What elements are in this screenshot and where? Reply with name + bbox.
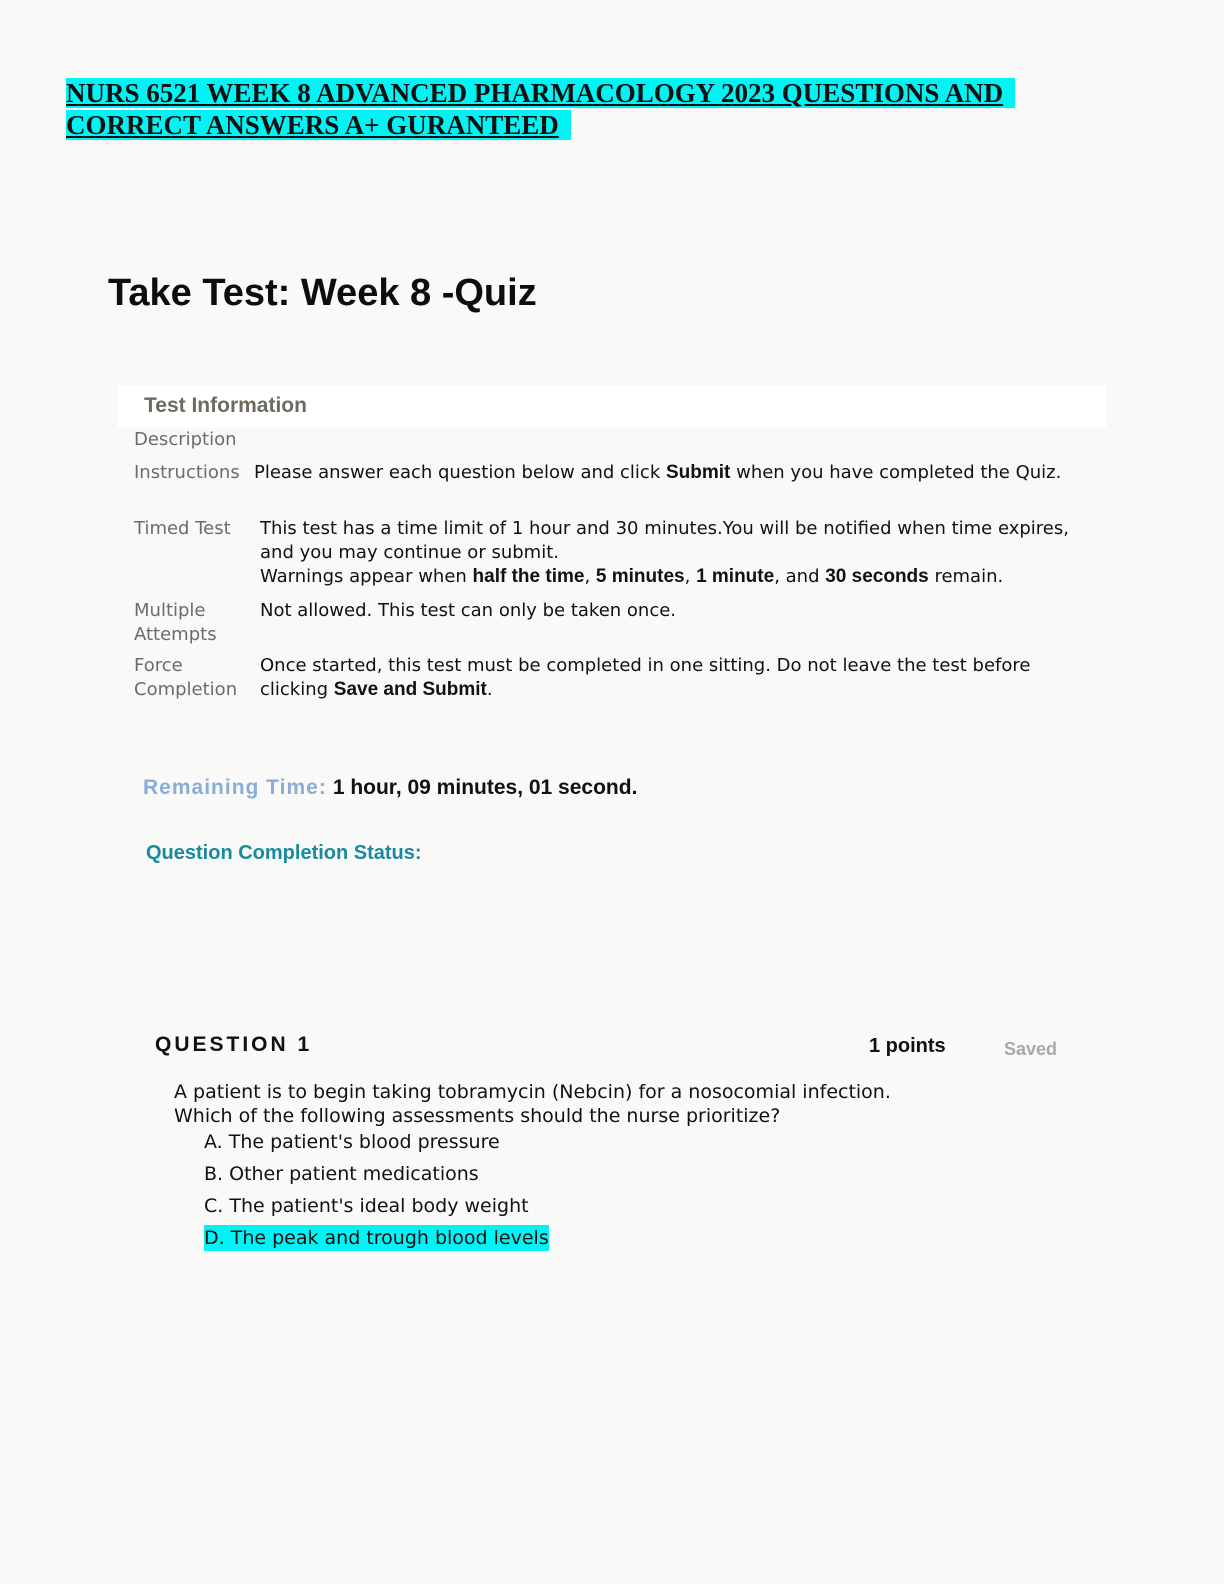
warning-30-seconds: 30 seconds [825,566,929,587]
warning-sep-2: , [684,566,697,587]
instructions-text-pre: Please answer each question below and click [254,462,666,483]
remaining-time-value: 1 hour, 09 minutes, 01 second. [332,776,638,799]
force-completion-label-1: Force [134,655,183,676]
question-heading: QUESTION 1 [155,1033,313,1056]
test-information-header [118,386,1106,428]
remaining-time [143,774,637,802]
warning-1-minute: 1 minute [696,566,775,587]
answer-option-d[interactable]: D. The peak and trough blood levels [204,1227,549,1249]
timed-test-text [260,517,1070,589]
force-completion-text-post: . [486,679,493,700]
answer-option-a[interactable]: A. The patient's blood pressure [204,1131,500,1153]
question-text: A patient is to begin taking tobramycin (Nebcin) for a nosocomial infection. Which of the following assessments should the nurse prioritize? [174,1081,891,1127]
instructions-text [254,461,1064,485]
instructions-label: Instructions [134,462,240,483]
multiple-attempts-label [134,599,254,647]
timed-test-limit-text: This test has a time limit of 1 hour and 30 minutes.You will be notified when time expires, and you may continue or submit. [260,518,1069,563]
save-and-submit-bold: Save and Submit [333,679,487,700]
warning-sep-3: , and [774,566,826,587]
force-completion-label-2: Completion [134,679,238,700]
timed-test-label: Timed Test [134,518,231,539]
document-header-line-1: NURS 6521 WEEK 8 ADVANCED PHARMACOLOGY 2023 QUESTIONS AND [66,78,1015,108]
answer-option-c[interactable]: C. The patient's ideal body weight [204,1195,529,1217]
question-points: 1 points [869,1035,946,1057]
remaining-time-label: Remaining Time: [143,776,327,799]
warnings-pre: Warnings appear when [260,566,473,587]
warning-5-minutes: 5 minutes [595,566,685,587]
timed-test-warnings [260,565,1070,589]
warnings-post: remain. [928,566,1004,587]
instructions-text-post: when you have completed the Quiz. [730,462,1062,483]
page-title: Take Test: Week 8 -Quiz [108,272,537,314]
warning-half-time: half the time [472,566,585,587]
question-saved-status: Saved [1004,1039,1058,1059]
force-completion-text [260,654,1070,702]
force-completion-text-pre: Once started, this test must be completed in one sitting. Do not leave the test before clicking [260,655,1031,700]
multiple-attempts-label-1: Multiple [134,600,206,621]
instructions-submit-bold: Submit [665,462,731,483]
multiple-attempts-text: Not allowed. This test can only be taken once. [260,600,677,621]
multiple-attempts-label-2: Attempts [134,624,217,645]
test-information-title: Test Information [144,394,307,417]
answer-option-b[interactable]: B. Other patient medications [204,1163,479,1185]
description-label: Description [134,429,237,450]
document-header [66,77,1066,141]
question-completion-status-toggle[interactable]: Question Completion Status: [146,842,422,864]
warning-sep-1: , [584,566,596,587]
document-header-line-2: CORRECT ANSWERS A+ GURANTEED [66,110,571,140]
force-completion-label [134,654,254,702]
